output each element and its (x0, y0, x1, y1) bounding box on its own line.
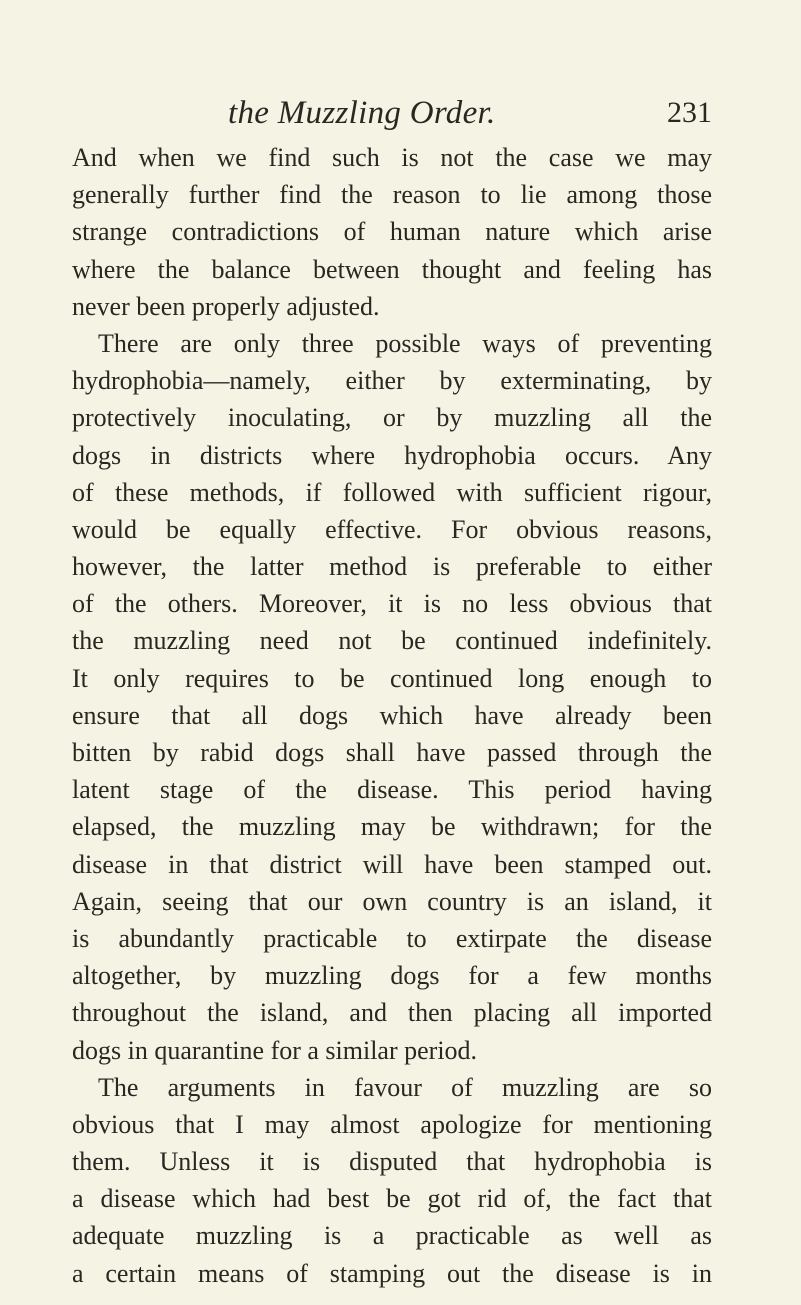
text-line: never been properly adjusted. (72, 291, 380, 321)
text-line: where the balance between thought and feeling has (72, 254, 712, 284)
text-line: a disease which had best be got rid of, the fact that (72, 1184, 712, 1214)
text-line: bitten by rabid dogs shall have passed through the (72, 738, 712, 767)
text-line: however, the latter method is preferable to either (72, 552, 712, 582)
running-title: the Muzzling Order. (228, 95, 496, 131)
text-line: obvious that I may almost apologize for mentioning (72, 1109, 712, 1139)
text-line: the muzzling need not be continued indefinitely. (72, 626, 712, 656)
text-line: of the others. Moreover, it is no less obvious that (72, 589, 712, 619)
text-line: throughout the island, and then placing all imported (72, 998, 712, 1028)
text-line: them. Unless it is disputed that hydrophobia is (72, 1147, 712, 1177)
text-line: a certain means of stamping out the disease is in (72, 1258, 712, 1288)
text-line: would be equally effective. For obvious reasons, (72, 514, 712, 544)
text-line: altogether, by muzzling dogs for a few months (72, 961, 712, 991)
text-line: strange contradictions of human nature which arise (72, 217, 712, 247)
text-line: dogs in districts where hydrophobia occurs. Any (72, 440, 712, 470)
text-line: elapsed, the muzzling may be withdrawn; for the (72, 812, 712, 842)
text-line: ensure that all dogs which have already been (72, 700, 712, 730)
text-line: protectively inoculating, or by muzzling all the (72, 403, 712, 433)
text-line: Again, seeing that our own country is an island, it (72, 886, 712, 916)
text-line: And when we find such is not the case we may (72, 143, 712, 172)
body-text (72, 139, 712, 1292)
text-line: It only requires to be continued long enough to (72, 663, 712, 693)
text-line: hydrophobia—namely, either by exterminating, by (72, 366, 712, 396)
page-number: 231 (667, 96, 712, 129)
text-line: is abundantly practicable to extirpate the disease (72, 923, 712, 953)
text-line: There are only three possible ways of preventing (98, 328, 712, 358)
text-line: of these methods, if followed with sufficient rigour, (72, 477, 712, 507)
text-line: generally further find the reason to lie among those (72, 180, 712, 210)
page-header (72, 90, 712, 136)
text-line: The arguments in favour of muzzling are so (98, 1072, 712, 1102)
text-line: disease in that district will have been stamped out. (72, 849, 712, 879)
text-line: adequate muzzling is a practicable as well as (72, 1221, 712, 1251)
text-line: latent stage of the disease. This period having (72, 775, 712, 805)
text-line: dogs in quarantine for a similar period. (72, 1035, 478, 1065)
